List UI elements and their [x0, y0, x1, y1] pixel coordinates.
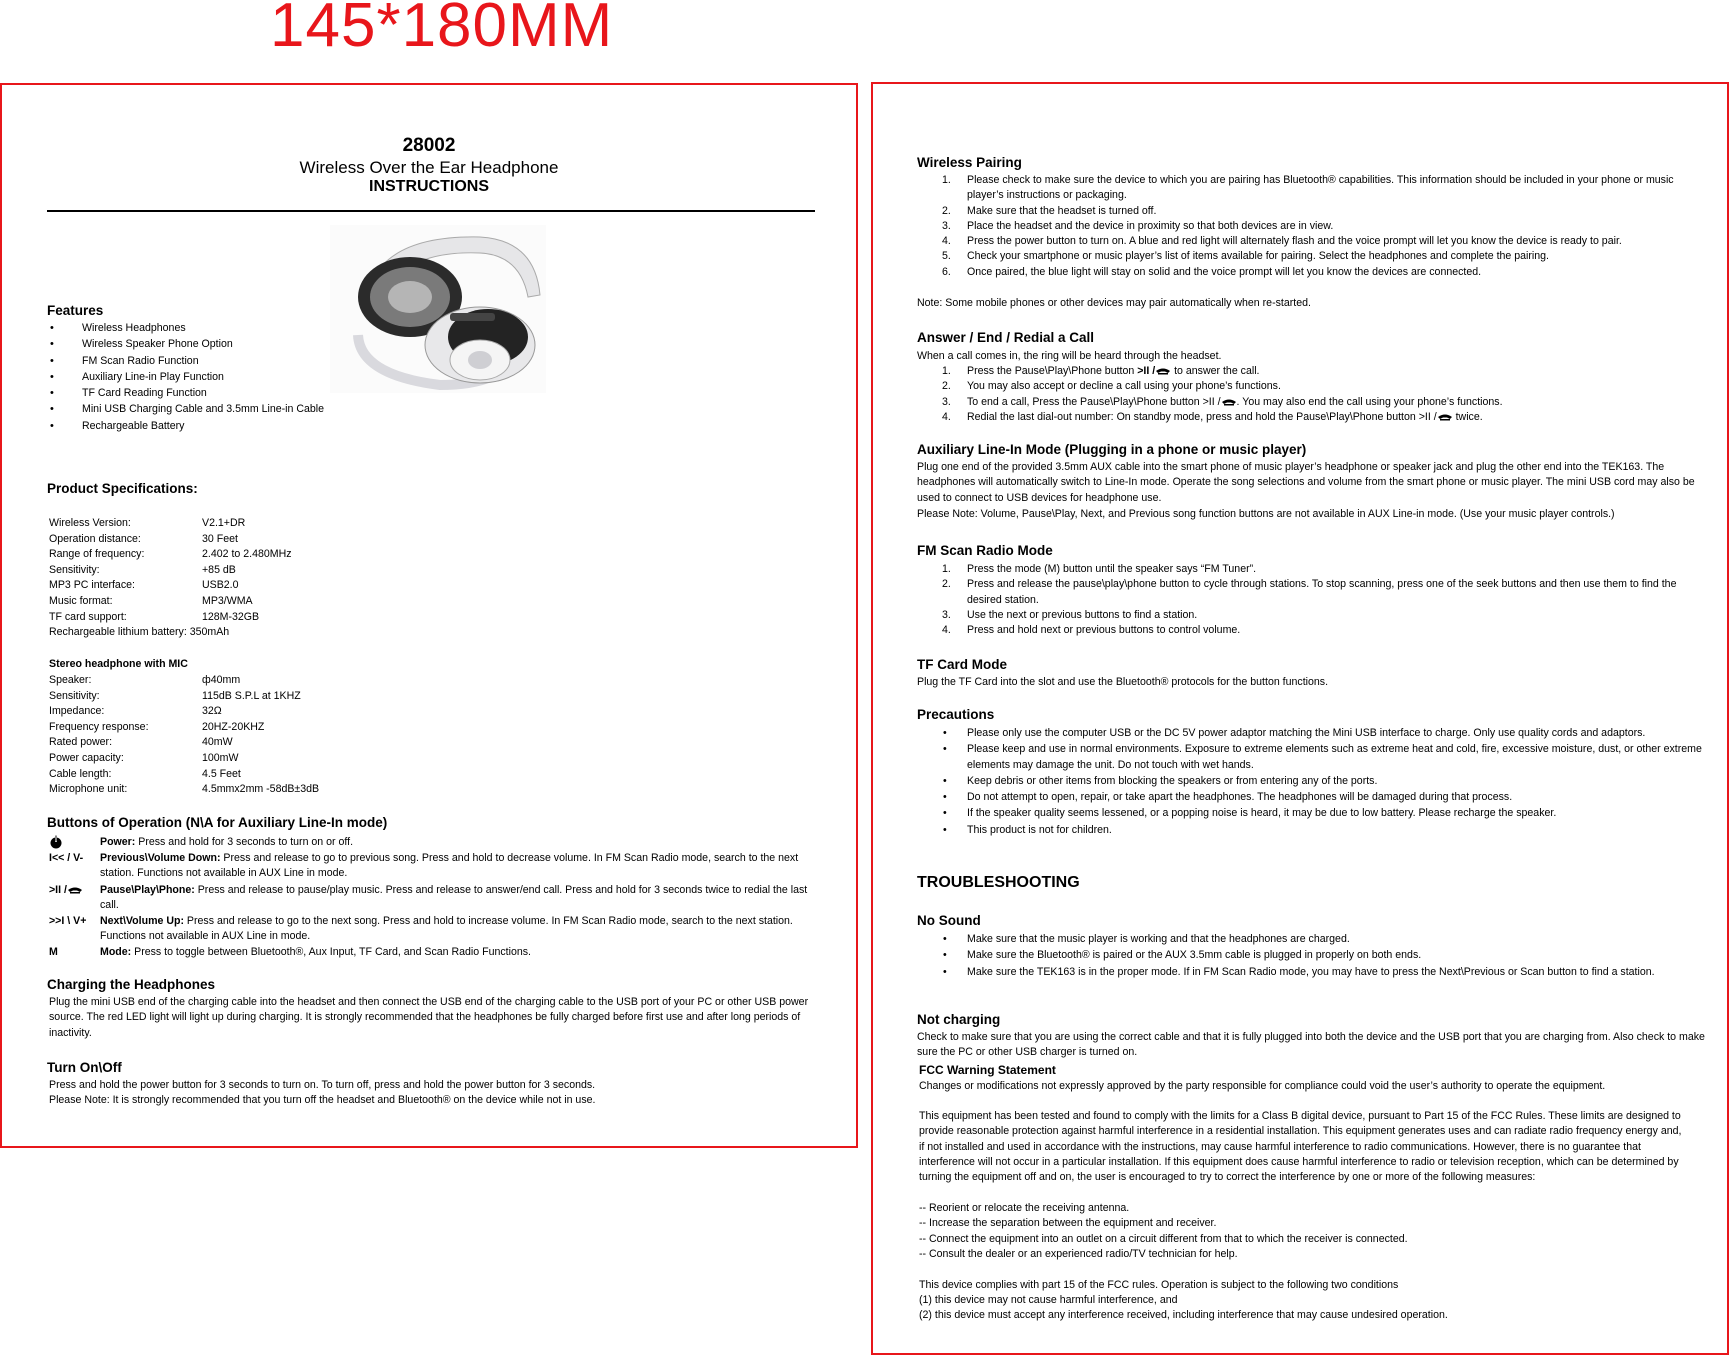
call-step-bold: >II /: [1137, 365, 1156, 377]
call-title: Answer / End / Redial a Call: [917, 330, 1095, 345]
step-number: 3.: [942, 219, 951, 232]
call-step: [917, 364, 1707, 379]
button-function-label: Power:: [100, 836, 136, 848]
spec-row: [49, 735, 389, 751]
spec-label: Frequency response:: [49, 720, 149, 733]
fcc-measure: -- Reorient or relocate the receiving antenna.: [919, 1202, 1130, 1214]
fm-step: [917, 623, 1707, 638]
step-number: 2.: [942, 380, 951, 393]
step-text: Press and hold next or previous buttons to control volume.: [967, 624, 1241, 637]
spec-value: 100mW: [202, 751, 239, 764]
spec-label: Microphone unit:: [49, 783, 128, 796]
button-function-label: Next\Volume Up:: [100, 915, 184, 928]
fcc-paragraph-2: This equipment has been tested and found to comply with the limits for a Class B digital device, pursuant to Part 15 of the FCC Rules. These limits are designed to provide reasonable protection against harmful interference in a residential installation. This equipment generates uses and can radiate radio frequency energy and, if not installed and used in accordance with the instructions, may cause harmful interference to radio communications. However, there is no guarantee that interference will not occur in a particular installation. If this equipment does cause harmful interference to radio or television reception, which can be determined by turning the equipment off and on, the user is encouraged to try to correct the interference by one or more of the following measures:: [919, 1110, 1682, 1184]
precautions-list: [917, 726, 1707, 839]
battery-spec: Rechargeable lithium battery: 350mAh: [49, 626, 230, 638]
pairing-steps: [917, 173, 1707, 280]
spec-value: MP3/WMA: [202, 594, 253, 607]
precaution-item: • If the speaker quality seems lessened, or a popping noise is heard, it may be due to low battery. Please recharge the speaker.: [917, 806, 1707, 821]
spec-value: +85 dB: [202, 563, 236, 576]
step-text: Press the power button to turn on. A blue and red light will alternately flash and the voice prompt will let you know the device is ready to pair.: [967, 235, 1622, 248]
phone-icon: [1155, 367, 1171, 375]
aux-text: Plug one end of the provided 3.5mm AUX cable into the smart phone of music player’s headphone or speaker jack and plug the other end into the TEK163. The headphones will automatically switch to Line-In mode. Operate the song selections and volume from the smart phone or music player. The mini USB cord may also be used to connect to USB devices for headphone use.: [917, 461, 1695, 504]
fcc-conditions: [919, 1293, 1709, 1324]
spec-value: 40mW: [202, 736, 233, 749]
precautions-title: Precautions: [917, 707, 995, 722]
spec-row: [49, 751, 389, 767]
feature-item: • Auxiliary Line-in Play Function: [32, 369, 432, 385]
button-function-label: Previous\Volume Down:: [100, 852, 221, 865]
spec-label: Rated power:: [49, 736, 113, 749]
fm-step: [917, 562, 1707, 577]
turn-off-note: Please Note: It is strongly recommended that you turn off the headset and Bluetooth® on the device while not in use.: [49, 1094, 596, 1106]
not-charging-title: Not charging: [917, 1012, 1001, 1027]
precaution-item: • Keep debris or other items from blocking the speakers or from entering any of the ports.: [917, 774, 1707, 789]
phone-icon: [1221, 398, 1237, 406]
spec-value: USB2.0: [202, 579, 239, 592]
no-sound-item: • Make sure that the music player is working and that the headphones are charged.: [917, 932, 1707, 947]
spec-row: [49, 532, 389, 548]
precaution-item: • Do not attempt to open, repair, or take apart the headphones. The headphones will be damaged during that process.: [917, 790, 1707, 805]
spec-value: 4.5mmx2mm -58dB±3dB: [202, 783, 320, 796]
no-sound-item: • Make sure the TEK163 is in the proper mode. If in FM Scan Radio mode, you may have to press the Next\Previous or Scan button to find a station.: [917, 965, 1707, 980]
aux-note: Please Note: Volume, Pause\Play, Next, and Previous song function buttons are not available in AUX Line-in mode. (Use your music player controls.): [917, 508, 1615, 520]
button-function-text: Press and hold for 3 seconds to turn on or off.: [135, 836, 354, 848]
spec-row: [49, 610, 389, 626]
button-key: [49, 945, 58, 960]
step-text: Please check to make sure the device to which you are pairing has Bluetooth® capabilities. This information should be included in your phone or music player’s instructions or packaging.: [967, 174, 1674, 202]
button-function-text: Press and release to go to the next song. Press and hold to increase volume. In FM Scan Radio mode, search to the next station. Functions not available in AUX Line in mode.: [100, 915, 793, 943]
spec-row: [49, 547, 389, 563]
fcc-measure: -- Increase the separation between the equipment and receiver.: [919, 1217, 1217, 1230]
fcc-paragraph-3: This device complies with part 15 of the FCC rules. Operation is subject to the following two conditions: [919, 1279, 1399, 1291]
step-number: 2.: [942, 578, 951, 591]
feature-item: • FM Scan Radio Function: [32, 353, 432, 369]
fcc-condition: (1) this device may not cause harmful interference, and: [919, 1294, 1178, 1306]
feature-item: • TF Card Reading Function: [32, 385, 432, 401]
pairing-step: [917, 173, 1707, 204]
spec-label: TF card support:: [49, 610, 127, 623]
spec-row: [49, 563, 389, 579]
call-step: [917, 410, 1707, 425]
fcc-measure: -- Connect the equipment into an outlet on a circuit different from that to which the receiver is connected.: [919, 1232, 1408, 1245]
buttons-title: Buttons of Operation (N\A for Auxiliary Line-In mode): [47, 815, 388, 830]
stereo-specs-table: [49, 673, 389, 798]
no-sound-list: [917, 932, 1707, 981]
button-key: [49, 851, 83, 866]
call-step-text: You may also accept or decline a call using your phone’s functions.: [967, 380, 1281, 393]
left-panel: [0, 83, 858, 1148]
turn-on-off-title: Turn On\Off: [47, 1060, 122, 1075]
step-text: Place the headset and the device in proximity so that both devices are in view.: [967, 219, 1334, 232]
precaution-item: • Please only use the computer USB or the DC 5V power adaptor matching the Mini USB interface to charge. Only use quality cords and adaptors.: [917, 726, 1707, 741]
step-text: Make sure that the headset is turned off.: [967, 204, 1157, 217]
troubleshooting-title: TROUBLESHOOTING: [917, 874, 1080, 891]
button-description-row: [49, 835, 814, 850]
spec-row: [49, 767, 389, 783]
step-number: 3.: [942, 608, 951, 621]
no-sound-item: • Make sure the Bluetooth® is paired or the AUX 3.5mm cable is plugged in properly on both ends.: [917, 948, 1707, 963]
feature-item: • Wireless Speaker Phone Option: [32, 336, 432, 352]
pairing-title: Wireless Pairing: [917, 155, 1022, 170]
step-number: 1.: [942, 365, 951, 377]
spec-row: [49, 720, 389, 736]
phone-icon: [1437, 413, 1453, 421]
button-key-label: M: [49, 946, 58, 959]
call-step-text: Press the Pause\Play\Phone button: [967, 365, 1138, 377]
spec-label: Sensitivity:: [49, 563, 100, 576]
spec-value: ф40mm: [202, 674, 241, 686]
product-subtitle: Wireless Over the Ear Headphone: [299, 158, 559, 177]
header-divider: [47, 210, 815, 212]
spec-label: MP3 PC interface:: [49, 579, 135, 592]
step-text: Check your smartphone or music player’s list of items available for pairing. Select the headphones and complete the pairing.: [967, 250, 1549, 263]
fm-step: [917, 577, 1707, 608]
aux-title: Auxiliary Line-In Mode (Plugging in a phone or music player): [917, 442, 1307, 457]
feature-item: • Wireless Headphones: [32, 320, 432, 336]
call-step-text-end: twice.: [1452, 410, 1483, 423]
spec-value: 115dB S.P.L at 1KHZ: [202, 689, 301, 702]
stereo-title: Stereo headphone with MIC: [49, 658, 188, 670]
precaution-item: • This product is not for children.: [917, 823, 1707, 838]
spec-value: 4.5 Feet: [202, 767, 241, 780]
button-key-label: >II /: [49, 883, 67, 896]
fcc-title: FCC Warning Statement: [919, 1063, 1056, 1077]
right-panel: [871, 82, 1729, 1355]
buttons-list: [49, 835, 814, 962]
spec-value: V2.1+DR: [202, 517, 246, 529]
spec-value: 30 Feet: [202, 532, 238, 545]
not-charging-text: Check to make sure that you are using the correct cable and that it is fully plugged into both the device and the USB port that you are charging from. Also check to make sure the PC or other USB charger is turned on.: [917, 1031, 1705, 1059]
tf-title: TF Card Mode: [917, 657, 1007, 672]
button-description-row: [49, 883, 814, 913]
spec-label: Operation distance:: [49, 532, 141, 545]
step-number: 4.: [942, 235, 951, 248]
fm-title: FM Scan Radio Mode: [917, 543, 1053, 558]
button-function-label: Pause\Play\Phone:: [100, 883, 195, 896]
button-function-text: Press to toggle between Bluetooth®, Aux Input, TF Card, and Scan Radio Functions.: [131, 946, 531, 959]
button-description-row: [49, 945, 814, 960]
button-key-label: >>I \ V+: [49, 915, 87, 928]
spec-label: Range of frequency:: [49, 548, 145, 561]
size-label: 145*180MM: [270, 0, 614, 60]
spec-label: Music format:: [49, 594, 113, 607]
tf-text: Plug the TF Card into the slot and use the Bluetooth® protocols for the button functions.: [917, 676, 1329, 688]
button-function-text: Press and release to pause/play music. Press and release to answer/end call. Press and hold for 3 seconds twice to redial the last call.: [100, 883, 808, 911]
specs-title: Product Specifications:: [47, 481, 198, 496]
feature-item: • Mini USB Charging Cable and 3.5mm Line-in Cable: [32, 401, 432, 417]
step-number: 5.: [942, 250, 951, 263]
spec-row: [49, 689, 389, 705]
precaution-item: • Please keep and use in normal environments. Exposure to extreme elements such as extreme heat and cold, fire, excessive moisture, dust, or other extreme elements may damage the unit. Do not touch with wet hands.: [917, 742, 1707, 773]
step-text: Once paired, the blue light will stay on solid and the voice prompt will let you know the devices are connected.: [967, 265, 1482, 278]
turn-on-off-text: Press and hold the power button for 3 seconds to turn on. To turn off, press and hold the power button for 3 seconds.: [49, 1079, 596, 1091]
step-number: 4.: [942, 410, 951, 423]
spec-label: Wireless Version:: [49, 517, 131, 529]
fm-steps: [917, 562, 1707, 638]
step-number: 1.: [942, 563, 951, 575]
call-step-text: Redial the last dial-out number: On standby mode, press and hold the Pause\Play\Phone button >II /: [967, 410, 1437, 423]
button-function-label: Mode:: [100, 946, 132, 959]
fcc-condition: (2) this device must accept any interference received, including interference that may cause undesired operation.: [919, 1309, 1448, 1322]
spec-row: [49, 516, 389, 532]
spec-row: [49, 673, 389, 689]
spec-label: Sensitivity:: [49, 689, 100, 702]
call-intro: When a call comes in, the ring will be heard through the headset.: [917, 350, 1222, 362]
button-key-label: I<< / V-: [49, 852, 84, 865]
spec-value: 32Ω: [202, 705, 222, 718]
button-description-row: [49, 851, 814, 881]
fcc-measure: -- Consult the dealer or an experienced radio/TV technician for help.: [919, 1247, 1238, 1260]
spec-value: 2.402 to 2.480MHz: [202, 548, 292, 561]
spec-row: [49, 782, 389, 798]
step-number: 6.: [942, 265, 951, 278]
step-number: 3.: [942, 395, 951, 408]
specs-table: [49, 516, 389, 625]
spec-value: 20HZ-20KHZ: [202, 720, 265, 733]
instructions-heading: INSTRUCTIONS: [369, 178, 489, 195]
step-number: 1.: [942, 174, 951, 186]
pairing-note: Note: Some mobile phones or other devices may pair automatically when re-started.: [917, 297, 1311, 309]
spec-label: Power capacity:: [49, 751, 124, 764]
step-text: Use the next or previous buttons to find a station.: [967, 608, 1198, 621]
spec-value: 128M-32GB: [202, 610, 260, 623]
button-key: [49, 883, 83, 898]
call-step: [917, 395, 1707, 410]
pairing-step: [917, 234, 1707, 249]
button-description-row: [49, 914, 814, 944]
spec-row: [49, 594, 389, 610]
spec-label: Speaker:: [49, 674, 92, 686]
fcc-paragraph-1: Changes or modifications not expressly approved by the party responsible for compliance could void the user’s authority to operate the equipment.: [919, 1080, 1606, 1092]
pairing-step: [917, 265, 1707, 280]
step-number: 2.: [942, 204, 951, 217]
pairing-step: [917, 249, 1707, 264]
call-step-text-end: to answer the call.: [1171, 365, 1260, 377]
fcc-measures: [919, 1201, 1709, 1262]
feature-item: • Rechargeable Battery: [32, 418, 432, 434]
features-title: Features: [47, 303, 104, 318]
call-step: [917, 379, 1707, 394]
charging-text: Plug the mini USB end of the charging cable into the headset and then connect the USB end of the charging cable to the USB port of your PC or other USB power source. The red LED light will light up during charging. It is strongly recommended that the headphones be fully charged before first use and after long periods of inactivity.: [49, 996, 809, 1039]
step-number: 4.: [942, 624, 951, 637]
features-list: [32, 320, 432, 434]
power-icon: [49, 835, 63, 849]
button-key: [49, 914, 86, 929]
model-number: 28002: [402, 135, 456, 156]
no-sound-title: No Sound: [917, 913, 981, 928]
call-step-text: To end a call, Press the Pause\Play\Phone button >II /: [967, 395, 1221, 408]
pairing-step: [917, 204, 1707, 219]
pairing-step: [917, 219, 1707, 234]
call-steps: [917, 364, 1707, 425]
spec-label: Impedance:: [49, 705, 105, 718]
call-step-text-end: . You may also end the call using your phone’s functions.: [1236, 395, 1503, 408]
phone-icon: [67, 886, 83, 894]
spec-row: [49, 704, 389, 720]
charging-title: Charging the Headphones: [47, 977, 216, 992]
step-text: Press and release the pause\play\phone button to cycle through stations. To stop scanning, press one of the seek buttons and then use them to find the desired station.: [967, 578, 1677, 606]
step-text: Press the mode (M) button until the speaker says “FM Tuner”.: [967, 563, 1257, 575]
button-function-text: Press and release to go to previous song. Press and hold to decrease volume. In FM Scan Radio mode, search to the next station. Functions not available in AUX Line in mode.: [100, 852, 799, 880]
spec-label: Cable length:: [49, 767, 112, 780]
fm-step: [917, 608, 1707, 623]
spec-row: [49, 578, 389, 594]
